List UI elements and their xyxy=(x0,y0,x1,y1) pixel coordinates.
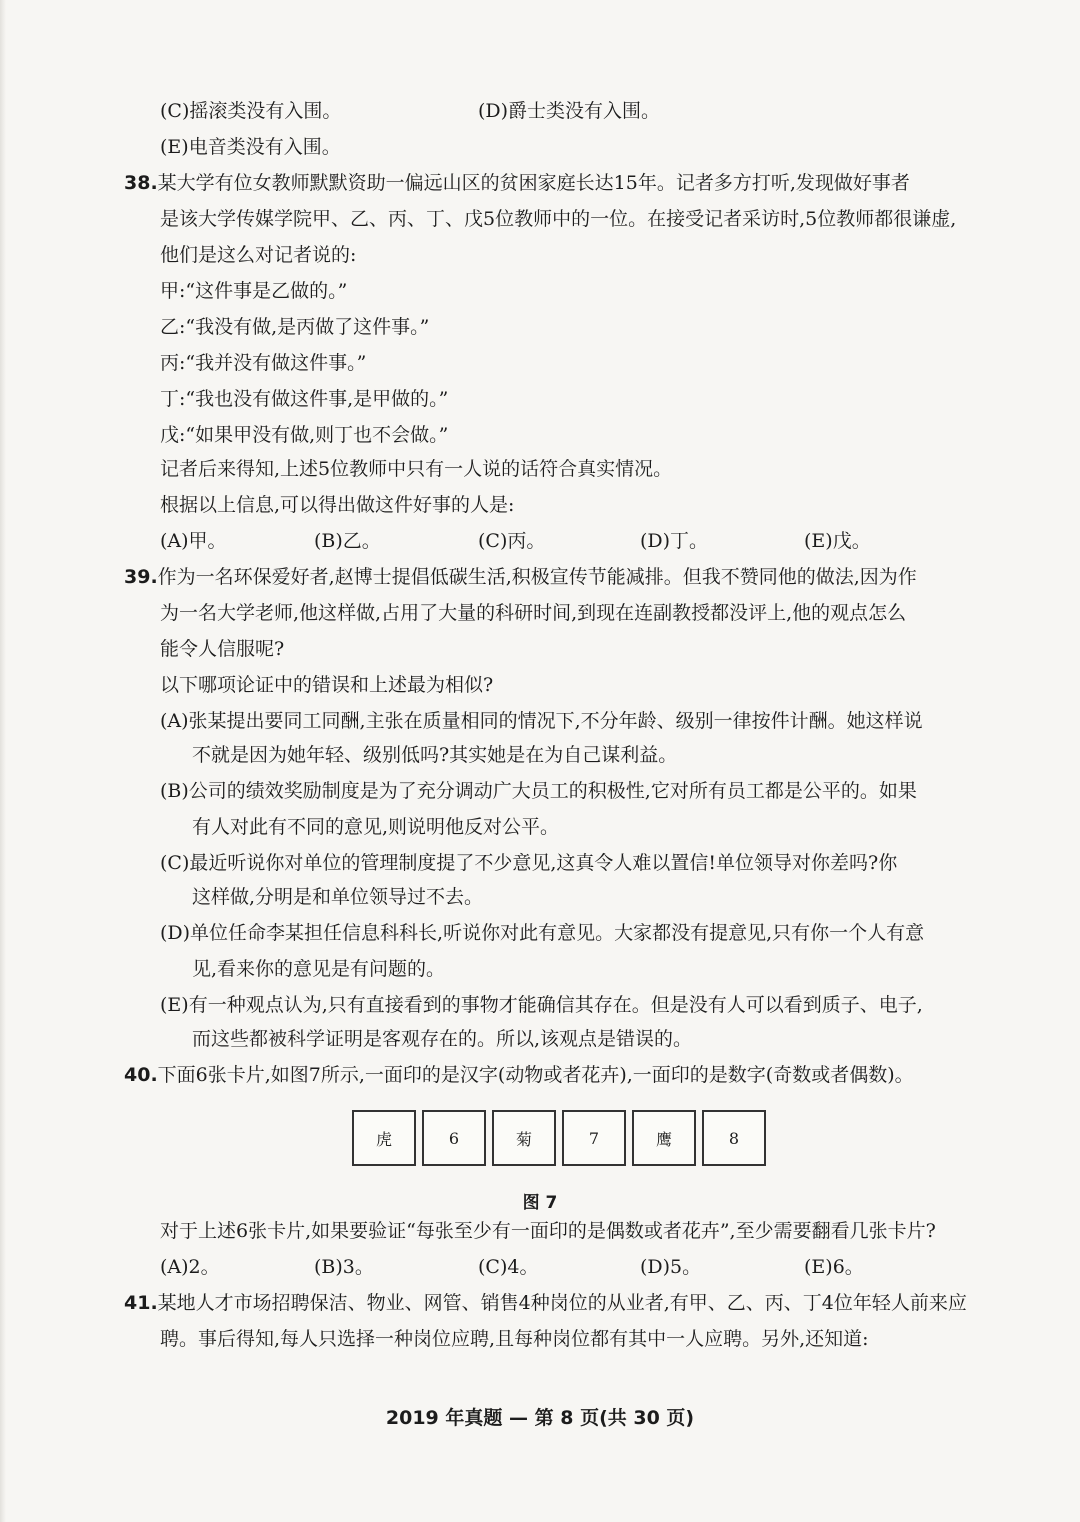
q38-statement-5: 戊:“如果甲没有做,则丁也不会做。” xyxy=(160,424,449,446)
q39-text-2: 为一名大学老师,他这样做,占用了大量的科研时间,到现在连副教授都没评上,他的观点怎么 xyxy=(160,602,907,624)
q39-option-b-line-2: 有人对此有不同的意见,则说明他反对公平。 xyxy=(192,816,560,838)
figure-7-caption: 图 7 xyxy=(522,1193,558,1213)
q38-text-2: 是该大学传媒学院甲、乙、丙、丁、戊5位教师中的一位。在接受记者采访时,5位教师都很谦虚, xyxy=(160,208,957,230)
card-eagle: 鹰 xyxy=(632,1110,696,1166)
q39-option-d-line-2: 见,看来你的意见是有问题的。 xyxy=(192,958,446,980)
q39-text-1: 作为一名环保爱好者,赵博士提倡低碳生活,积极宣传节能减排。但我不赞同他的做法,因为作 xyxy=(157,566,917,588)
q39-question: 以下哪项论证中的错误和上述最为相似? xyxy=(160,674,494,696)
q37-option-d: (D)爵士类没有入围。 xyxy=(478,100,661,122)
q38-statement-3: 丙:“我并没有做这件事。” xyxy=(160,352,367,374)
q40-option-a: (A)2。 xyxy=(160,1256,220,1278)
q40-option-e: (E)6。 xyxy=(804,1256,864,1278)
q40-question: 对于上述6张卡片,如果要验证“每张至少有一面印的是偶数或者花卉”,至少需要翻看几张卡片? xyxy=(160,1220,936,1242)
q39-option-a-line-1: (A)张某提出要同工同酬,主张在质量相同的情况下,不分年龄、级别一律按件计酬。她这样说 xyxy=(160,710,923,732)
q39-option-d-line-1: (D)单位任命李某担任信息科科长,听说你对此有意见。大家都没有提意见,只有你一个人有意 xyxy=(160,922,925,944)
q39-stem-line-1 xyxy=(124,564,917,590)
q40-text-1: 下面6张卡片,如图7所示,一面印的是汉字(动物或者花卉),一面印的是数字(奇数或者偶数)。 xyxy=(157,1064,914,1086)
q38-statement-2: 乙:“我没有做,是丙做了这件事。” xyxy=(160,316,430,338)
q39-option-e-line-1: (E)有一种观点认为,只有直接看到的事物才能确信其存在。但是没有人可以看到质子、电子, xyxy=(160,994,923,1016)
q39-option-b-line-1: (B)公司的绩效奖励制度是为了充分调动广大员工的积极性,它对所有员工都是公平的。如果 xyxy=(160,780,917,802)
q38-option-d: (D)丁。 xyxy=(640,530,709,552)
q38-text-1: 某大学有位女教师默默资助一偏远山区的贫困家庭长达15年。记者多方打听,发现做好事者 xyxy=(157,172,910,194)
q38-statement-1: 甲:“这件事是乙做的。” xyxy=(160,280,348,302)
card-eight: 8 xyxy=(702,1110,766,1166)
q38-option-e: (E)戊。 xyxy=(804,530,871,552)
q39-option-c-line-2: 这样做,分明是和单位领导过不去。 xyxy=(192,886,484,908)
q40-number: 40. xyxy=(124,1064,158,1086)
q39-option-a-line-2: 不就是因为她年轻、级别低吗?其实她是在为自己谋利益。 xyxy=(192,744,678,766)
q37-option-c: (C)摇滚类没有入围。 xyxy=(160,100,342,122)
q38-question: 根据以上信息,可以得出做这件好事的人是: xyxy=(160,494,515,516)
card-six: 6 xyxy=(422,1110,486,1166)
q37-option-e: (E)电音类没有入围。 xyxy=(160,136,341,158)
card-seven: 7 xyxy=(562,1110,626,1166)
q38-option-c: (C)丙。 xyxy=(478,530,546,552)
q38-option-b: (B)乙。 xyxy=(314,530,381,552)
card-chrysanthemum: 菊 xyxy=(492,1110,556,1166)
q39-text-3: 能令人信服呢? xyxy=(160,638,285,660)
q38-info: 记者后来得知,上述5位教师中只有一人说的话符合真实情况。 xyxy=(160,458,673,480)
q41-stem-line-1 xyxy=(124,1290,967,1316)
q41-text-1: 某地人才市场招聘保洁、物业、网管、销售4种岗位的从业者,有甲、乙、丙、丁4位年轻人前来应 xyxy=(157,1292,967,1314)
q39-option-c-line-1: (C)最近听说你对单位的管理制度提了不少意见,这真令人难以置信!单位领导对你差吗?你 xyxy=(160,852,898,874)
q41-text-2: 聘。事后得知,每人只选择一种岗位应聘,且每种岗位都有其中一人应聘。另外,还知道: xyxy=(160,1328,869,1350)
q38-option-a: (A)甲。 xyxy=(160,530,227,552)
q40-option-b: (B)3。 xyxy=(314,1256,374,1278)
q39-option-e-line-2: 而这些都被科学证明是客观存在的。所以,该观点是错误的。 xyxy=(192,1028,693,1050)
q38-number: 38. xyxy=(124,172,158,194)
q40-option-d: (D)5。 xyxy=(640,1256,702,1278)
q41-number: 41. xyxy=(124,1292,158,1314)
card-tiger: 虎 xyxy=(352,1110,416,1166)
q39-number: 39. xyxy=(124,566,158,588)
page-footer: 2019 年真题 — 第 8 页(共 30 页) xyxy=(385,1407,695,1429)
scan-edge-shadow xyxy=(0,0,6,1522)
q40-stem-line-1 xyxy=(124,1062,914,1088)
q38-text-3: 他们是这么对记者说的: xyxy=(160,244,357,266)
q38-statement-4: 丁:“我也没有做这件事,是甲做的。” xyxy=(160,388,449,410)
q38-stem-line-1 xyxy=(124,170,910,196)
q40-option-c: (C)4。 xyxy=(478,1256,539,1278)
